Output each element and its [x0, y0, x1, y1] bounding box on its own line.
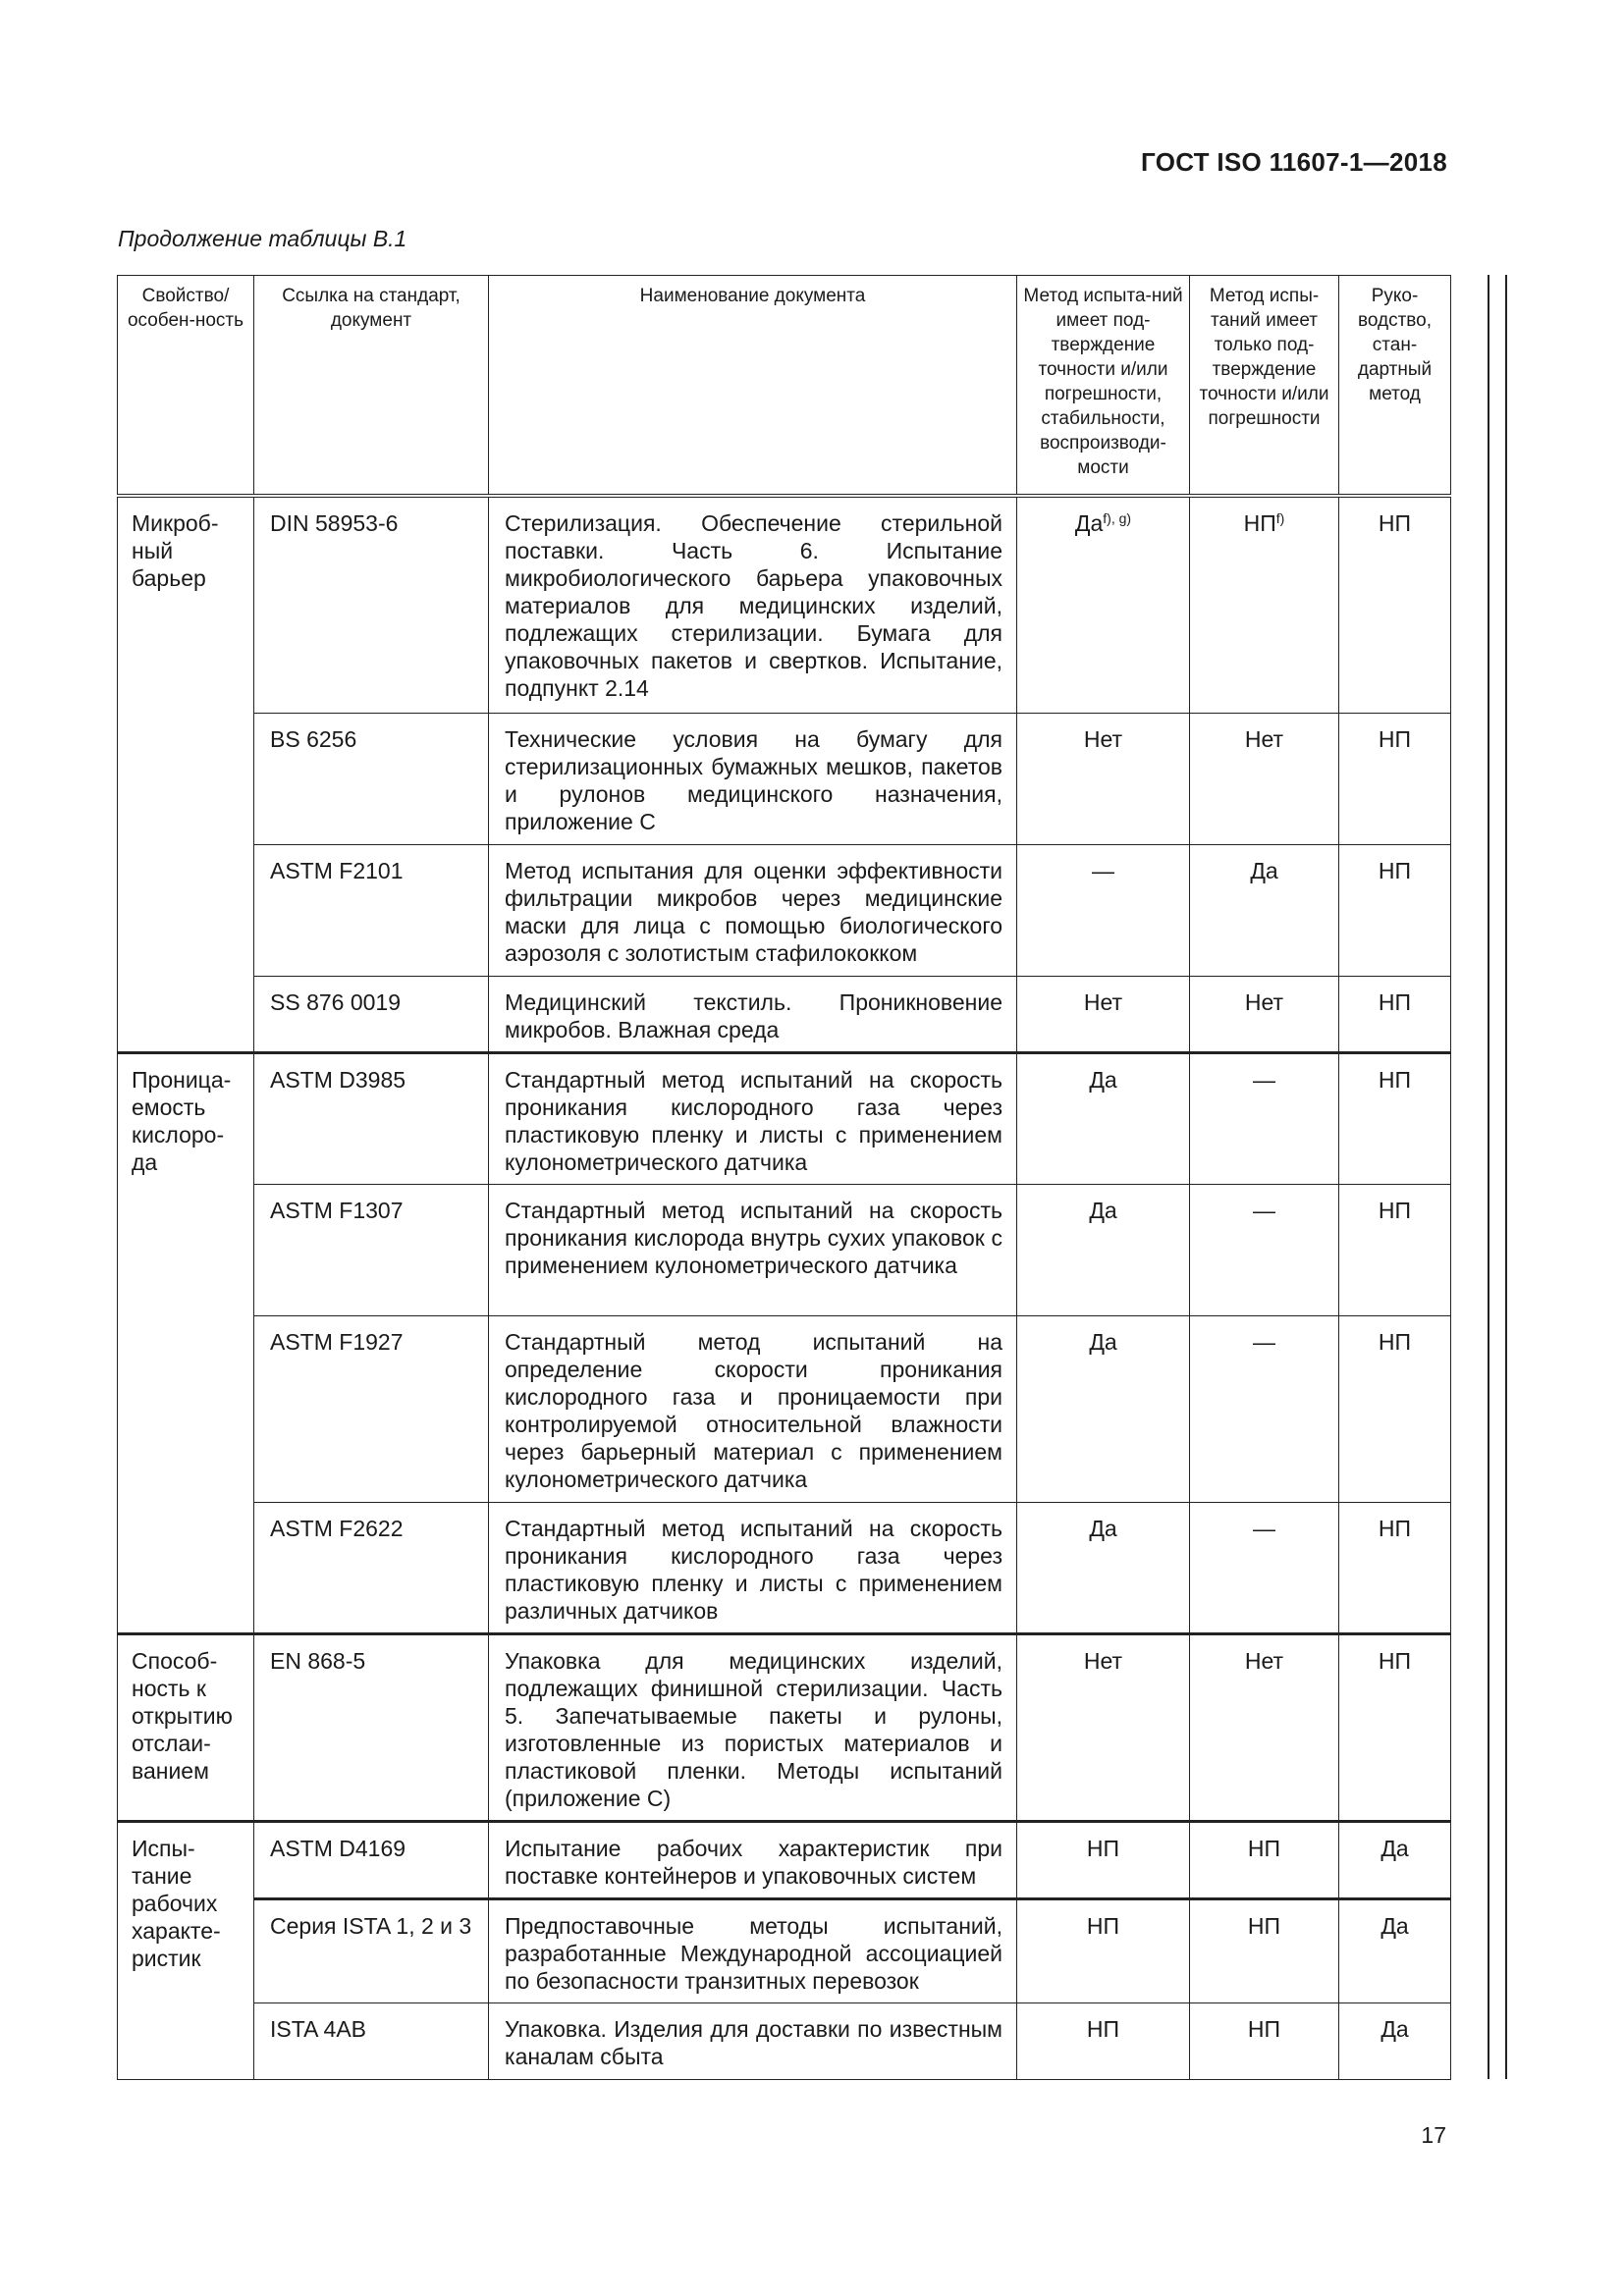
page-number: 17 [1421, 2122, 1446, 2148]
method-full-cell: НП [1017, 2003, 1190, 2080]
document-name-cell: Стандартный метод испытаний на скорость проникания кислорода внутрь сухих упаковок с применением кулонометрического датчика [489, 1185, 1017, 1316]
method-accuracy-cell: — [1190, 1185, 1339, 1316]
document-name-cell: Метод испытания для оценки эффективности фильтрации микробов через медицинские маски для лица с помощью биологического аэрозоля с золотистым стафилококком [489, 845, 1017, 977]
col-header-method-accuracy-only: Метод испы-таний имеет только под-тверждение точности и/или погрешности [1190, 276, 1339, 496]
document-name-cell: Стандартный метод испытаний на определение скорости проникания кислородного газа и проницаемости при контролируемой относительной влажности через барьерный материал с применением кулонометрического датчика [489, 1316, 1017, 1503]
guidance-cell: НП [1339, 1185, 1451, 1316]
standards-table [117, 275, 1451, 2080]
reference-cell: ASTM D4169 [254, 1822, 489, 1899]
method-full-cell: Да [1017, 1185, 1190, 1316]
guidance-cell: НП [1339, 1634, 1451, 1822]
footnote-ref: f) [1275, 509, 1285, 526]
table-row [118, 1316, 1451, 1503]
table-row [118, 496, 1451, 714]
guidance-cell: НП [1339, 845, 1451, 977]
table-row [118, 714, 1451, 845]
method-full-cell: Да [1017, 1503, 1190, 1634]
guidance-cell: НП [1339, 1053, 1451, 1185]
table-row [118, 2003, 1451, 2080]
table-caption: Продолжение таблицы В.1 [118, 226, 407, 251]
guidance-cell: НП [1339, 496, 1451, 714]
table-row [118, 1185, 1451, 1316]
document-name-cell: Упаковка. Изделия для доставки по известным каналам сбыта [489, 2003, 1017, 2080]
method-accuracy-cell: — [1190, 1503, 1339, 1634]
property-cell: Микроб-ный барьер [118, 496, 254, 1053]
footnote-ref: f), g) [1103, 509, 1132, 526]
col-header-property: Свойство/ особен-ность [118, 276, 254, 496]
reference-cell: BS 6256 [254, 714, 489, 845]
method-full-cell: Да [1017, 1053, 1190, 1185]
method-accuracy-cell: НП [1190, 2003, 1339, 2080]
method-accuracy-cell: Нет [1190, 977, 1339, 1053]
table-continuation-marker [1488, 275, 1509, 2079]
method-full-cell: Нет [1017, 714, 1190, 845]
col-header-guidance: Руко-водство, стан-дартный метод [1339, 276, 1451, 496]
method-accuracy-cell: НП [1190, 1822, 1339, 1899]
document-name-cell: Стандартный метод испытаний на скорость проникания кислородного газа через пластиковую пленку и листы с применением различных датчиков [489, 1503, 1017, 1634]
document-name-cell: Медицинский текстиль. Проникновение микробов. Влажная среда [489, 977, 1017, 1053]
reference-cell: ASTM F2622 [254, 1503, 489, 1634]
standards-table-container [117, 275, 1450, 2080]
table-row [118, 1822, 1451, 1899]
method-accuracy-cell: Нет [1190, 714, 1339, 845]
table-row [118, 1503, 1451, 1634]
reference-cell: ISTA 4AB [254, 2003, 489, 2080]
method-full-cell: Нет [1017, 977, 1190, 1053]
reference-cell: DIN 58953-6 [254, 496, 489, 714]
guidance-cell: НП [1339, 1316, 1451, 1503]
guidance-cell: Да [1339, 1899, 1451, 2003]
method-full-cell: НП [1017, 1899, 1190, 2003]
reference-cell: ASTM F1307 [254, 1185, 489, 1316]
guidance-cell: НП [1339, 977, 1451, 1053]
property-cell: Испы-тание рабочих характе-ристик [118, 1822, 254, 2080]
table-row [118, 845, 1451, 977]
method-accuracy-cell: — [1190, 1316, 1339, 1503]
reference-cell: ASTM F1927 [254, 1316, 489, 1503]
guidance-cell: НП [1339, 714, 1451, 845]
document-name-cell: Предпоставочные методы испытаний, разработанные Международной ассоциацией по безопасности транзитных перевозок [489, 1899, 1017, 2003]
table-row [118, 1634, 1451, 1822]
method-full-cell: $Да^{f), g)}$ [1017, 496, 1190, 714]
property-cell: Проница-емость кислоро-да [118, 1053, 254, 1634]
reference-cell: SS 876 0019 [254, 977, 489, 1053]
method-accuracy-cell: Нет [1190, 1634, 1339, 1822]
method-accuracy-cell: Да [1190, 845, 1339, 977]
document-name-cell: Стандартный метод испытаний на скорость проникания кислородного газа через пластиковую пленку и листы с применением кулонометрического датчика [489, 1053, 1017, 1185]
table-header-row [118, 276, 1451, 496]
continuation-line [1488, 275, 1489, 2079]
document-name-cell: Упаковка для медицинских изделий, подлежащих финишной стерилизации. Часть 5. Запечатываемые пакеты и рулоны, изготовленные из пористых материалов и пластиковой пленки. Методы испытаний (приложение С) [489, 1634, 1017, 1822]
guidance-cell: НП [1339, 1503, 1451, 1634]
method-full-cell: НП [1017, 1822, 1190, 1899]
guidance-cell: Да [1339, 2003, 1451, 2080]
col-header-reference: Ссылка на стандарт, документ [254, 276, 489, 496]
method-accuracy-cell: НП [1190, 1899, 1339, 2003]
property-cell: Способ-ность к открытию отслаи-ванием [118, 1634, 254, 1822]
document-name-cell: Технические условия на бумагу для стерилизационных бумажных мешков, пакетов и рулонов медицинского назначения, приложение С [489, 714, 1017, 845]
reference-cell: ASTM F2101 [254, 845, 489, 977]
reference-cell: Серия ISTA 1, 2 и 3 [254, 1899, 489, 2003]
method-accuracy-cell: — [1190, 1053, 1339, 1185]
method-full-cell: Да [1017, 1316, 1190, 1503]
col-header-document-name: Наименование документа [489, 276, 1017, 496]
table-row [118, 1899, 1451, 2003]
method-accuracy-cell: НП$^{f)}$ [1190, 496, 1339, 714]
continuation-line [1505, 275, 1507, 2079]
document-code: ГОСТ ISO 11607-1—2018 [1141, 147, 1447, 177]
reference-cell: ASTM D3985 [254, 1053, 489, 1185]
col-header-method-full-validation: Метод испыта-ний имеет под-тверждение точности и/или погрешности, стабильности, воспроизводи-мости [1017, 276, 1190, 496]
reference-cell: EN 868-5 [254, 1634, 489, 1822]
table-row [118, 977, 1451, 1053]
method-full-cell: — [1017, 845, 1190, 977]
guidance-cell: Да [1339, 1822, 1451, 1899]
table-row [118, 1053, 1451, 1185]
document-name-cell: Стерилизация. Обеспечение стерильной поставки. Часть 6. Испытание микробиологического барьера упаковочных материалов для медицинских изделий, подлежащих стерилизации. Бумага для упаковочных пакетов и свертков. Испытание, подпункт 2.14 [489, 496, 1017, 714]
method-full-cell: Нет [1017, 1634, 1190, 1822]
document-name-cell: Испытание рабочих характеристик при поставке контейнеров и упаковочных систем [489, 1822, 1017, 1899]
